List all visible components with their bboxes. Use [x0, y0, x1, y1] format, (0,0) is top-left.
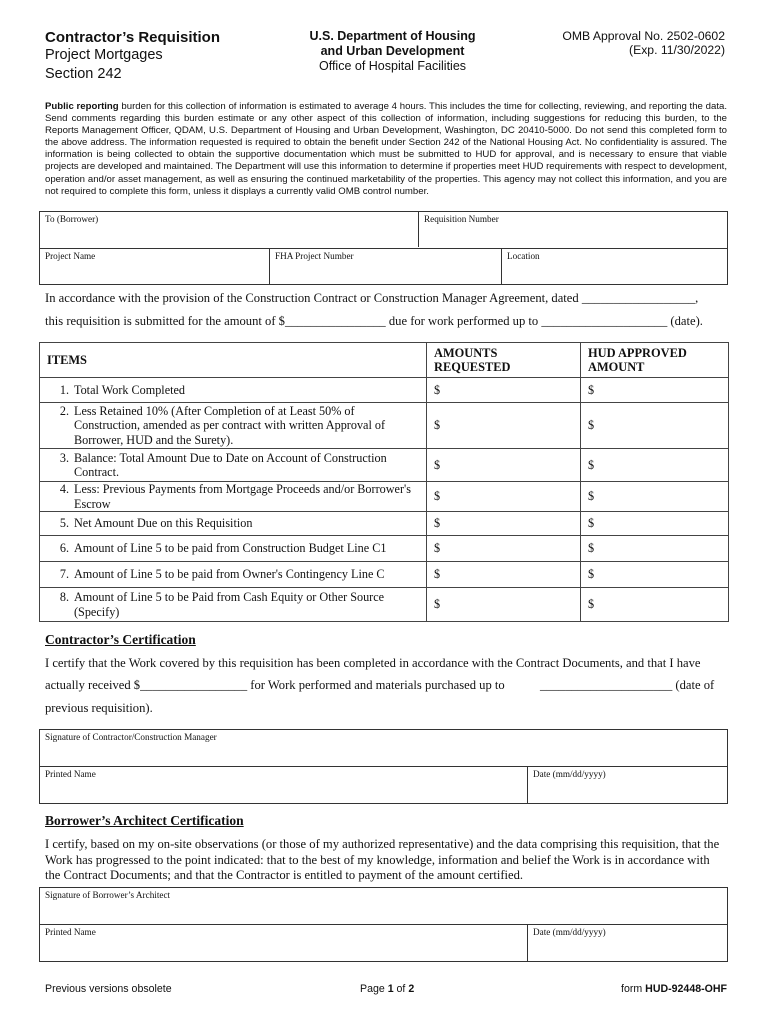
contractor-cert-line-1: I certify that the Work covered by this requisition has been completed in accordance with the Contract Documents, and that I have — [45, 656, 701, 670]
item-text-line: Amount of Line 5 to be Paid from Cash Equity or Other Source — [74, 590, 385, 604]
form-prefix: form — [621, 983, 646, 995]
agency-name-line-1: U.S. Department of Housing — [309, 29, 476, 43]
hud-approved-cell[interactable] — [581, 449, 729, 482]
contractor-cert-line-2a: actually received $_________________ for Work performed and materials purchased up to — [45, 678, 505, 692]
table-header-row — [40, 343, 729, 378]
item-text-line: Less: Previous Payments from Mortgage Proceeds and/or Borrower's — [74, 482, 411, 496]
agency-name-line-2: and Urban Development — [320, 44, 465, 58]
item-description — [40, 482, 427, 512]
item-description — [40, 378, 427, 403]
requisition-number-label: Requisition Number — [424, 214, 499, 224]
contractor-certification-title: Contractor’s Certification — [45, 632, 196, 647]
contractor-printed-name-label: Printed Name — [45, 769, 96, 779]
item-text-line: Escrow — [74, 496, 111, 511]
omb-approval-number: OMB Approval No. 2502-0602 — [562, 29, 725, 43]
amounts-requested-header — [427, 343, 581, 378]
architect-certification-title: Borrower’s Architect Certification — [45, 813, 244, 828]
item-description — [40, 588, 427, 622]
currency-symbol: $ — [434, 382, 441, 397]
hud-approved-header — [581, 343, 729, 378]
currency-symbol: $ — [434, 567, 441, 581]
hud-approved-cell[interactable] — [581, 378, 729, 403]
to-borrower-field[interactable] — [40, 212, 418, 248]
to-borrower-label: To (Borrower) — [45, 214, 99, 224]
item-number: 6. — [59, 541, 69, 555]
table-row — [40, 562, 729, 588]
hud-approved-header-line-2: AMOUNT — [588, 360, 645, 374]
public-reporting-notice — [45, 101, 727, 198]
currency-symbol: $ — [588, 567, 595, 581]
architect-printed-name-field[interactable] — [40, 925, 527, 961]
item-number: 5. — [59, 516, 69, 530]
amount-requested-cell[interactable] — [427, 378, 581, 403]
currency-symbol: $ — [588, 418, 595, 432]
table-row — [40, 403, 729, 449]
form-number: HUD-92448-OHF — [645, 983, 727, 995]
item-number: 8. — [59, 590, 69, 604]
item-description — [40, 536, 427, 562]
item-text-line: Total Work Completed — [74, 382, 185, 397]
currency-symbol: $ — [434, 597, 441, 611]
contractor-signature-field[interactable] — [40, 730, 727, 766]
form-subtitle-line-2: Section 242 — [45, 66, 122, 82]
fha-project-number-field[interactable] — [269, 249, 502, 284]
currency-symbol: $ — [434, 457, 441, 472]
hud-approved-cell[interactable] — [581, 536, 729, 562]
currency-symbol: $ — [588, 597, 595, 611]
item-number: 4. — [59, 482, 69, 496]
table-row — [40, 378, 729, 403]
location-label: Location — [507, 251, 540, 261]
item-number: 2. — [59, 403, 69, 418]
form-title: Contractor’s Requisition — [45, 29, 221, 46]
table-row — [40, 536, 729, 562]
table-row — [40, 512, 729, 536]
contractor-printed-name-field[interactable] — [40, 767, 527, 803]
contractor-signature-label: Signature of Contractor/Construction Manager — [45, 732, 217, 742]
table-row — [40, 482, 729, 512]
item-text-line: Construction, amended as per contract with written Approval of — [74, 418, 386, 433]
requisition-number-field[interactable] — [419, 212, 727, 248]
footer-previous-versions: Previous versions obsolete — [45, 983, 172, 995]
page-prefix: Page — [360, 983, 388, 995]
agency-office: Office of Hospital Facilities — [318, 59, 467, 73]
architect-cert-line-1: I certify, based on my on-site observations (or those of my authorized representative) and the data comprising this requisition, that the — [45, 837, 720, 851]
currency-symbol: $ — [434, 516, 441, 530]
location-field[interactable] — [501, 249, 727, 284]
item-description — [40, 562, 427, 588]
architect-signature-label: Signature of Borrower’s Architect — [45, 890, 171, 900]
page-mid: of — [393, 983, 409, 995]
contractor-cert-line-2b: _____________________ (date of — [540, 678, 715, 692]
agreement-line-1: In accordance with the provision of the Construction Contract or Construction Manager Agreement, dated __________________, — [45, 291, 699, 305]
hud-approved-cell[interactable] — [581, 512, 729, 536]
item-number: 3. — [59, 450, 69, 465]
architect-date-label: Date (mm/dd/yyyy) — [533, 927, 606, 937]
architect-cert-line-3: the Contract Documents; and that the Contractor is entitled to payment of the amount certified. — [45, 868, 524, 882]
currency-symbol: $ — [434, 489, 441, 503]
item-text-line: Contract. — [74, 465, 120, 479]
currency-symbol: $ — [588, 382, 595, 397]
architect-cert-line-2: Work has progressed to the point indicated: that to the best of my knowledge, information and belief the Work is in accordance with — [45, 852, 710, 867]
project-info-box — [39, 211, 728, 285]
hud-approved-cell[interactable] — [581, 403, 729, 449]
architect-date-field[interactable] — [527, 925, 727, 961]
item-text-line: Net Amount Due on this Requisition — [74, 516, 253, 530]
item-text-line: Borrower, HUD and the Surety). — [74, 432, 234, 447]
hud-approved-header-line-1: HUD APPROVED — [588, 346, 687, 360]
architect-printed-name-label: Printed Name — [45, 927, 96, 937]
omb-expiration: (Exp. 11/30/2022) — [629, 43, 725, 57]
architect-signature-field[interactable] — [40, 888, 727, 924]
item-description — [40, 449, 427, 482]
hud-approved-cell[interactable] — [581, 482, 729, 512]
currency-symbol: $ — [434, 418, 441, 432]
item-number: 7. — [59, 567, 69, 581]
page-total: 2 — [408, 983, 415, 995]
currency-symbol: $ — [588, 541, 595, 555]
item-text-line: (Specify) — [74, 604, 120, 619]
contractor-cert-line-3: previous requisition). — [45, 701, 153, 715]
item-text-line: Less Retained 10% (After Completion of at Least 50% of — [74, 403, 355, 418]
hud-approved-cell[interactable] — [581, 562, 729, 588]
item-text-line: Balance: Total Amount Due to Date on Account of Construction — [74, 450, 387, 465]
amount-requested-cell[interactable] — [427, 536, 581, 562]
table-row — [40, 588, 729, 622]
notice-text: burden for this collection of information is estimated to average 4 hours. This includes the time for collecting, reviewing, and reporting the data. Send comments regarding this burden estimate or any other aspect of this collection of information, including suggestions for reducing this burden, to the Reports Management Officer, QDAM, U.S. Department of Housing and Urban Development, Washington, DC 20410-5000. Do not send this completed form to the above address. The information requested is required to obtain the benefit under Section 242 of the National Housing Act. No confidentiality is assured. The information is being collected to obtain the supportive documentation which must be submitted to HUD for approval, and is necessary to ensure that viable projects are developed and maintained. The Department will use this information to determine if properties meet HUD requirements with respect to development, operation and/or asset management, as well as ensuring the continued marketability of the properties. This agency may not collect this information, and you are not required to complete this form, unless it displays a currently valid OMB control number. — [45, 101, 727, 197]
amounts-requested-header-line-1: AMOUNTS — [434, 346, 498, 360]
amount-requested-cell[interactable] — [427, 449, 581, 482]
footer-form-id — [545, 983, 727, 995]
item-number: 1. — [59, 382, 69, 397]
amount-requested-cell[interactable] — [427, 403, 581, 449]
item-description — [40, 403, 427, 449]
project-name-label: Project Name — [45, 251, 96, 261]
item-description — [40, 512, 427, 536]
footer-page-number — [360, 983, 414, 995]
project-name-field[interactable] — [40, 249, 269, 284]
currency-symbol: $ — [434, 541, 441, 555]
notice-lead: Public reporting — [45, 101, 119, 112]
item-text-line: Amount of Line 5 to be paid from Construction Budget Line C1 — [74, 541, 387, 555]
currency-symbol: $ — [588, 516, 595, 530]
page-current: 1 — [387, 983, 394, 995]
amount-requested-cell[interactable] — [427, 512, 581, 536]
hud-approved-cell[interactable] — [581, 588, 729, 622]
item-text-line: Amount of Line 5 to be paid from Owner's Contingency Line C — [74, 567, 385, 581]
table-row — [40, 449, 729, 482]
currency-symbol: $ — [588, 457, 595, 472]
fha-project-number-label: FHA Project Number — [275, 251, 354, 261]
architect-signature-box — [39, 887, 728, 962]
items-column-header: ITEMS — [40, 343, 427, 378]
contractor-date-label: Date (mm/dd/yyyy) — [533, 769, 606, 779]
amount-requested-cell[interactable] — [427, 482, 581, 512]
contractor-date-field[interactable] — [527, 767, 727, 803]
amount-requested-cell[interactable] — [427, 562, 581, 588]
requisition-items-table — [39, 342, 729, 622]
form-subtitle-line-1: Project Mortgages — [45, 47, 163, 63]
architect-cert-text — [45, 837, 727, 884]
amounts-requested-header-line-2: REQUESTED — [434, 360, 511, 374]
contractor-signature-box — [39, 729, 728, 804]
currency-symbol: $ — [588, 489, 595, 503]
amount-requested-cell[interactable] — [427, 588, 581, 622]
agreement-line-2: this requisition is submitted for the amount of $________________ due for work performed up to ____________________ (date). — [45, 314, 703, 328]
